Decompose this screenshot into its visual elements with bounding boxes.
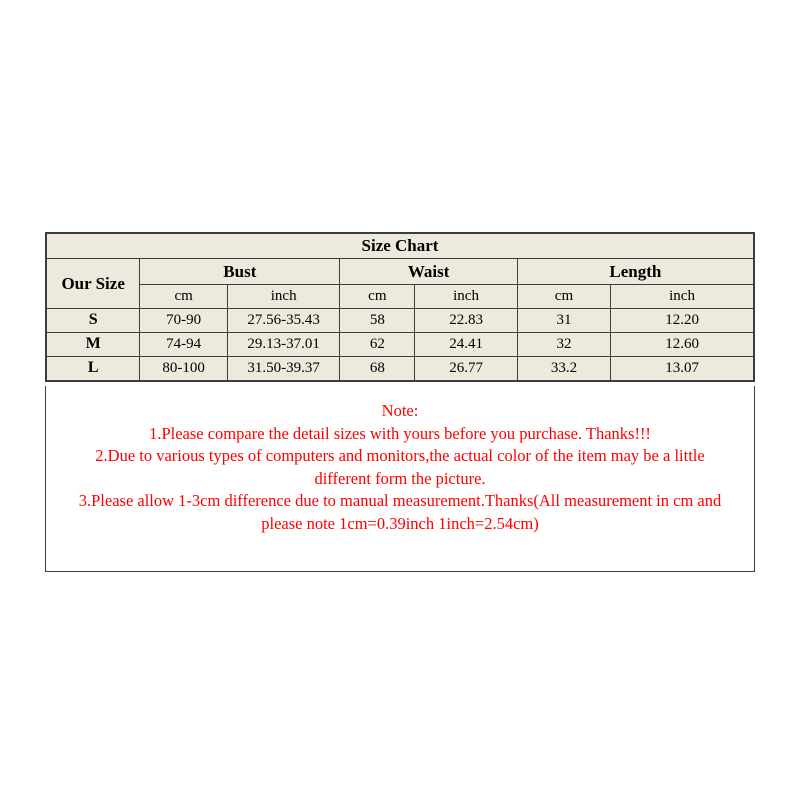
cell-length-inch: 13.07 xyxy=(611,357,754,381)
cell-waist-cm: 62 xyxy=(340,333,415,357)
cell-bust-cm: 70-90 xyxy=(140,309,228,333)
size-chart-table-container xyxy=(45,232,755,382)
note-line-1: 1.Please compare the detail sizes with yours before you purchase. Thanks!!! xyxy=(149,423,651,443)
unit-header-waist-inch: inch xyxy=(415,285,518,309)
cell-bust-cm: 74-94 xyxy=(140,333,228,357)
table-row xyxy=(47,357,754,381)
column-header-bust: Bust xyxy=(140,259,340,285)
cell-length-cm: 32 xyxy=(517,333,610,357)
note-line-5: please note 1cm=0.39inch 1inch=2.54cm) xyxy=(261,513,539,533)
cell-length-cm: 31 xyxy=(517,309,610,333)
cell-waist-inch: 22.83 xyxy=(415,309,518,333)
cell-waist-inch: 26.77 xyxy=(415,357,518,381)
note-line-2: 2.Due to various types of computers and monitors,the actual color of the item may be a little xyxy=(95,446,705,466)
column-header-our-size: Our Size xyxy=(47,259,140,309)
page-title: Size Chart xyxy=(47,234,754,259)
cell-bust-inch: 29.13-37.01 xyxy=(227,333,339,357)
table-row xyxy=(47,333,754,357)
note-section xyxy=(45,386,755,572)
table-title-row xyxy=(47,234,754,259)
note-line-3: different form the picture. xyxy=(314,468,486,488)
cell-waist-cm: 58 xyxy=(340,309,415,333)
cell-bust-inch: 31.50-39.37 xyxy=(227,357,339,381)
cell-length-inch: 12.60 xyxy=(611,333,754,357)
note-line-4: 3.Please allow 1-3cm difference due to manual measurement.Thanks(All measurement in cm and xyxy=(78,491,722,511)
unit-header-length-inch: inch xyxy=(611,285,754,309)
table-unit-header-row xyxy=(47,285,754,309)
size-chart-table xyxy=(46,233,754,381)
cell-length-inch: 12.20 xyxy=(611,309,754,333)
cell-bust-cm: 80-100 xyxy=(140,357,228,381)
column-header-waist: Waist xyxy=(340,259,517,285)
row-size-label: L xyxy=(47,357,140,381)
cell-length-cm: 33.2 xyxy=(517,357,610,381)
note-heading: Note: xyxy=(381,401,419,420)
unit-header-bust-cm: cm xyxy=(140,285,228,309)
table-group-header-row xyxy=(47,259,754,285)
unit-header-bust-inch: inch xyxy=(227,285,339,309)
cell-bust-inch: 27.56-35.43 xyxy=(227,309,339,333)
cell-waist-cm: 68 xyxy=(340,357,415,381)
unit-header-length-cm: cm xyxy=(517,285,610,309)
column-header-length: Length xyxy=(517,259,753,285)
unit-header-waist-cm: cm xyxy=(340,285,415,309)
row-size-label: S xyxy=(47,309,140,333)
table-row xyxy=(47,309,754,333)
cell-waist-inch: 24.41 xyxy=(415,333,518,357)
row-size-label: M xyxy=(47,333,140,357)
